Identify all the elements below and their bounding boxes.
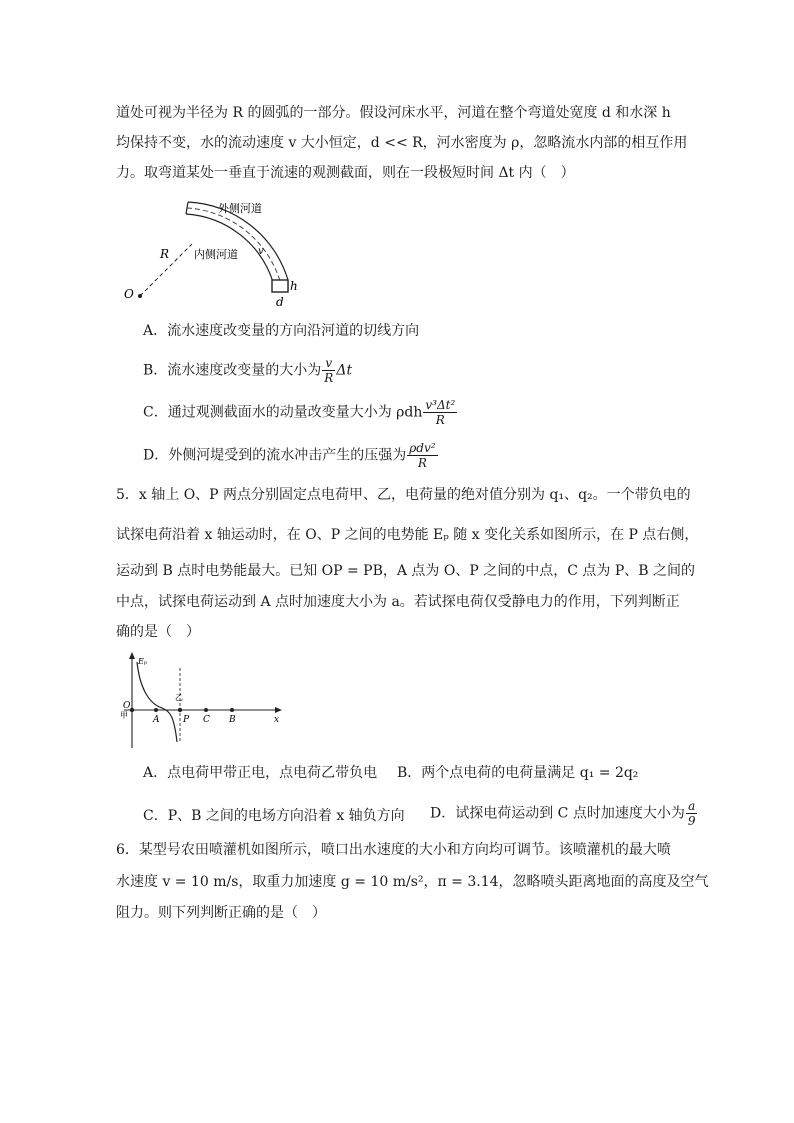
o-label: O	[123, 701, 131, 711]
q5-option-d-fraction	[686, 799, 698, 828]
a-point-label: A	[153, 715, 160, 725]
q4-option-c-text: C．通过观测截面水的动量改变量大小为 ρdh	[143, 404, 423, 421]
fraction-denominator: R	[417, 456, 427, 470]
q5-line-4: 中点，试探电荷运动到 A 点时加速度大小为 a。若试探电荷仅受静电力的作用，下列判断正	[116, 594, 680, 610]
q4-option-c	[143, 398, 458, 427]
depth-label: h	[290, 279, 298, 293]
q5-line-3: 运动到 B 点时电势能最大。已知 OP = PB，A 点为 O、P 之间的中点，C 点为 P、B 之间的	[116, 563, 696, 579]
q4-line-2: 均保持不变，水的流动速度 v 大小恒定，d << R，河水密度为 ρ，忽略流水内部的相互作用	[116, 135, 688, 151]
q5-option-c: C．P、B 之间的电场方向沿着 x 轴负方向	[143, 808, 405, 824]
q6-line-3: 阻力。则下列判断正确的是（ ）	[116, 905, 326, 921]
q4-line-3: 力。取弯道某处一垂直于流速的观测截面，则在一段极短时间 Δt 内（ ）	[116, 165, 575, 181]
q4-line-1: 道处可视为半径为 R 的圆弧的一部分。假设河床水平，河道在整个弯道处宽度 d 和水深 h	[116, 105, 671, 121]
velocity-label: v	[258, 246, 264, 257]
potential-energy-graph	[116, 650, 291, 750]
q4-option-a: A．流水速度改变量的方向沿河道的切线方向	[143, 323, 420, 339]
q4-option-d	[143, 441, 439, 470]
q5-option-d-text: D．试探电荷运动到 C 点时加速度大小为	[430, 805, 685, 822]
ep-axis-label: Eₚ	[138, 657, 148, 666]
q4-option-b-fraction	[322, 356, 335, 385]
jia-label: 甲	[120, 711, 128, 720]
q4-option-b-text: B．流水速度改变量的大小为	[143, 362, 322, 379]
fraction-numerator: ρdv²	[409, 441, 436, 455]
outer-channel-label: 外侧河道	[218, 202, 262, 215]
inner-channel-label: 内侧河道	[194, 248, 238, 261]
q5-option-d	[430, 799, 698, 828]
q4-option-c-fraction	[423, 398, 457, 427]
origin-label: O	[124, 287, 134, 301]
q5-line-1: 5．x 轴上 O、P 两点分别固定点电荷甲、乙，电荷量的绝对值分别为 q₁、q₂。一个带负电的	[116, 487, 691, 503]
q6-line-1: 6．某型号农田喷灌机如图所示，喷口出水速度的大小和方向均可调节。该喷灌机的最大喷	[116, 842, 671, 858]
q5-line-2: 试探电荷沿着 x 轴运动时，在 O、P 之间的电势能 Eₚ 随 x 变化关系如图所示，在 P 点右侧，	[116, 527, 699, 543]
fraction-numerator: v³Δt²	[425, 398, 456, 412]
q4-option-d-fraction	[407, 441, 437, 470]
x-axis-label: x	[274, 715, 280, 725]
fraction-numerator: v	[322, 356, 335, 371]
radius-label: R	[160, 247, 170, 261]
q4-option-b-suffix: Δt	[336, 362, 353, 379]
q6-line-2: 水速度 v = 10 m/s，取重力加速度 g = 10 m/s²，π = 3.14，忽略喷头距离地面的高度及空气	[116, 874, 709, 890]
fraction-denominator: 9	[687, 814, 696, 828]
fraction-numerator: a	[686, 799, 698, 814]
yi-label: 乙	[175, 693, 183, 702]
q5-option-b: B．两个点电荷的电荷量满足 q₁ = 2q₂	[397, 765, 639, 781]
river-bend-figure	[110, 192, 320, 312]
width-label: d	[276, 295, 284, 309]
q5-option-a: A．点电荷甲带正电，点电荷乙带负电	[143, 765, 378, 781]
fraction-denominator: R	[324, 371, 334, 385]
p-point-label: P	[183, 715, 190, 725]
c-point-label: C	[203, 715, 210, 725]
q5-line-5: 确的是（ ）	[116, 624, 200, 640]
q4-option-b	[143, 356, 352, 385]
q4-option-d-text: D．外侧河堤受到的流水冲击产生的压强为	[143, 447, 407, 464]
fraction-denominator: R	[435, 413, 445, 427]
b-point-label: B	[229, 715, 236, 725]
